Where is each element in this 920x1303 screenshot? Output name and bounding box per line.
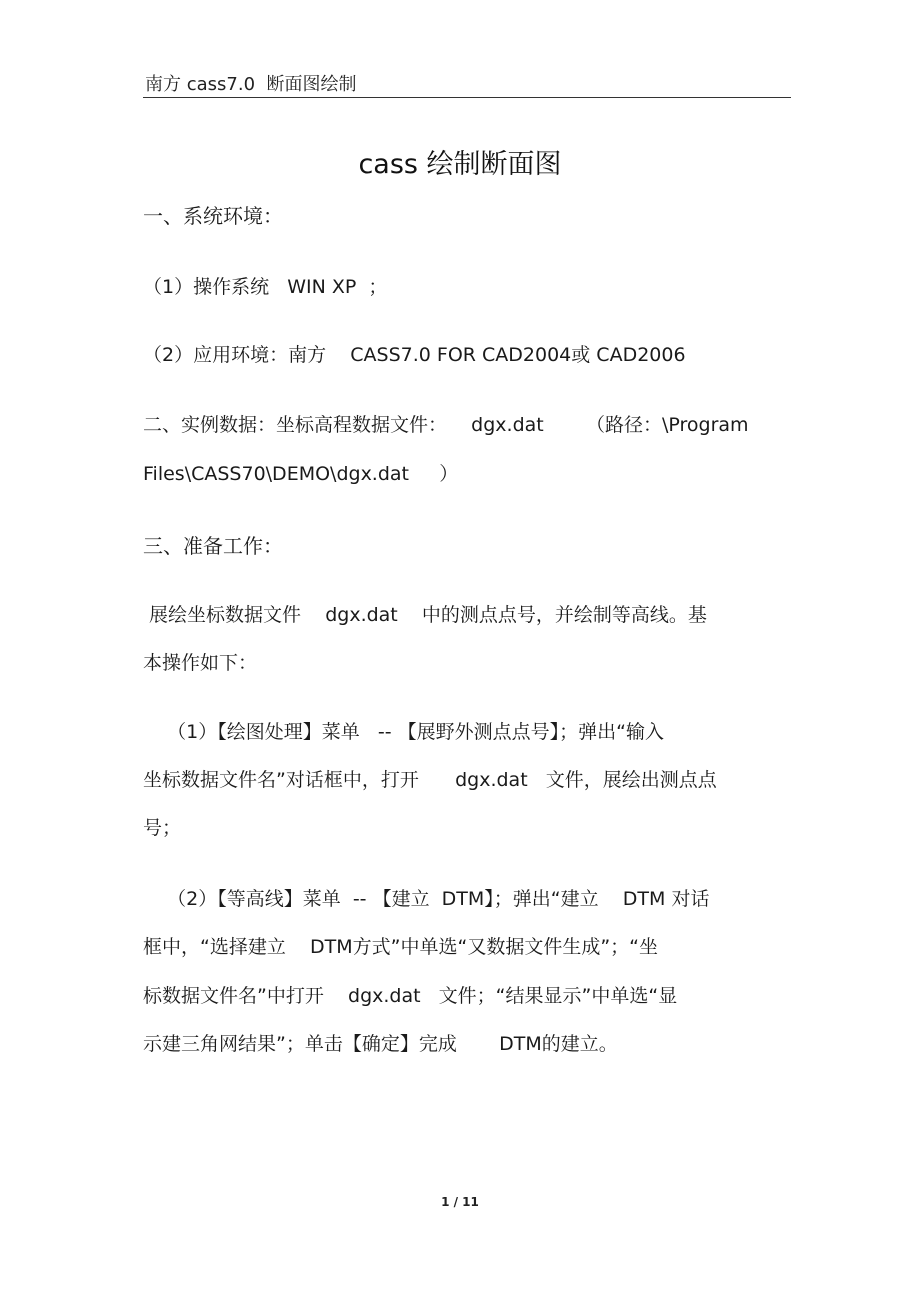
step1-line-3: 号；: [143, 817, 182, 839]
example-data-line-2: Files\CASS70\DEMO\dgx.dat ）: [143, 463, 459, 485]
step1-line-1: （1）【绘图处理】菜单 -- 【展野外测点点号】；弹出“输入: [143, 721, 664, 743]
os-item: （1）操作系统 WIN XP ；: [143, 276, 388, 298]
app-environment-item: （2）应用环境：南方 CASS7.0 FOR CAD2004或 CAD2006: [143, 344, 686, 366]
step2-line-1: （2）【等高线】菜单 -- 【建立 DTM】；弹出“建立 DTM 对话: [143, 888, 710, 910]
step1-line-2: 坐标数据文件名”对话框中，打开 dgx.dat 文件，展绘出测点点: [143, 769, 717, 791]
page-number: 1 / 11: [441, 1195, 479, 1209]
section-heading-preparation: 三、准备工作：: [143, 534, 283, 558]
section-heading-system-environment: 一、系统环境：: [143, 204, 283, 228]
running-header: 南方 cass7.0 断面图绘制: [145, 74, 357, 95]
intro-line-1: 展绘坐标数据文件 dgx.dat 中的测点点号，并绘制等高线。基: [143, 604, 707, 626]
step2-line-2: 框中，“选择建立 DTM方式”中单选“又数据文件生成”；“坐: [143, 936, 659, 958]
step2-line-4: 示建三角网结果”；单击【确定】完成 DTM的建立。: [143, 1033, 618, 1055]
intro-line-2: 本操作如下：: [143, 652, 258, 674]
header-divider: [143, 97, 791, 98]
step2-line-3: 标数据文件名”中打开 dgx.dat 文件；“结果显示”中单选“显: [143, 985, 678, 1007]
example-data-line-1: 二、实例数据：坐标高程数据文件： dgx.dat （路径：\Program: [143, 414, 749, 436]
document-title: cass 绘制断面图: [358, 149, 562, 180]
